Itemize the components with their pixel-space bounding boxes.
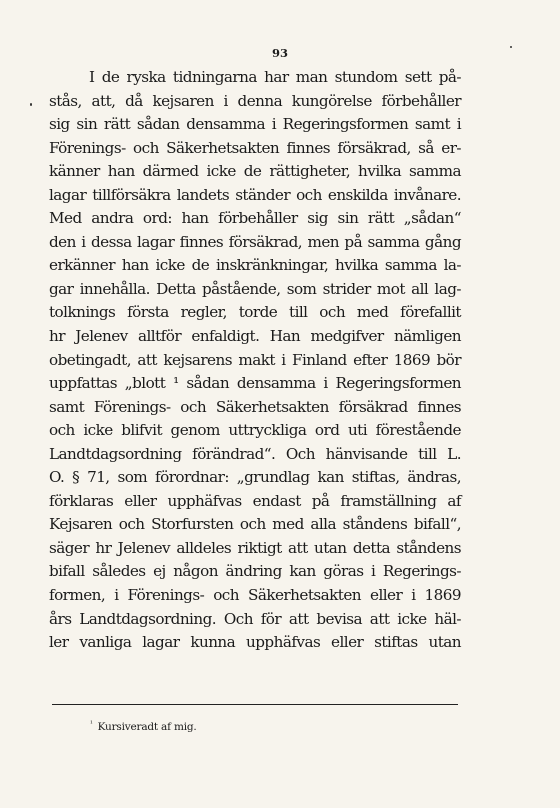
- text-line: Kejsaren och Storfursten och med alla ståndens bifall“,: [49, 515, 461, 534]
- text-line: säger hr Jelenev alldeles riktigt att utan detta ståndens: [49, 538, 461, 557]
- footnote-divider: [52, 704, 458, 705]
- footnote-mark: ¹: [90, 720, 93, 728]
- text-line: lagar tillförsäkra landets ständer och enskilda invånare.: [49, 185, 461, 204]
- text-line: känner han därmed icke de rättigheter, hvilka samma: [49, 162, 461, 181]
- text-line: I de ryska tidningarna har man stundom sett på-: [89, 68, 461, 86]
- text-line: ler vanliga lagar kunna upphäfvas eller stiftas utan: [49, 633, 461, 652]
- footnote-text: Kursiveradt af mig.: [97, 721, 197, 733]
- text-line: formen, i Förenings- och Säkerhetsakten eller i 1869: [49, 586, 461, 605]
- text-line: Med andra ord: han förbehåller sig sin rätt „sådan“: [49, 209, 461, 228]
- ink-speck: [30, 103, 32, 106]
- footnote: [90, 720, 197, 733]
- page-number: 93: [271, 46, 288, 60]
- text-line: bifall således ej någon ändring kan göras i Regerings-: [49, 562, 461, 581]
- text-line: och icke blifvit genom uttryckliga ord uti förestående: [49, 421, 461, 440]
- text-line: Förenings- och Säkerhetsakten finnes försäkrad, så er-: [49, 138, 461, 157]
- text-line: obetingadt, att kejsarens makt i Finland efter 1869 bör: [49, 350, 461, 369]
- text-line: tolknings första regler, torde till och med förefallit: [49, 303, 461, 322]
- text-line: Landtdagsordning förändrad“. Och hänvisande till L.: [49, 444, 461, 463]
- text-line: den i dessa lagar finnes försäkrad, men på samma gång: [49, 232, 461, 251]
- text-line: samt Förenings- och Säkerhetsakten försäkrad finnes: [49, 397, 461, 416]
- text-line: erkänner han icke de inskränkningar, hvilka samma la-: [49, 256, 461, 275]
- text-line: förklaras eller upphäfvas endast på framställning af: [49, 491, 461, 510]
- text-line: sig sin rätt sådan densamma i Regeringsformen samt i: [49, 115, 461, 134]
- text-line: uppfattas „blott ¹ sådan densamma i Regeringsformen: [49, 374, 461, 393]
- text-line: O. § 71, som förordnar: „grundlag kan stiftas, ändras,: [49, 468, 461, 487]
- text-line: stås, att, då kejsaren i denna kungörelse förbehåller: [49, 91, 461, 110]
- text-line: hr Jelenev alltför enfaldigt. Han medgifver nämligen: [49, 327, 461, 346]
- ink-speck: [510, 46, 512, 48]
- body-text: [49, 66, 461, 655]
- text-line: års Landtdagsordning. Och för att bevisa att icke häl-: [49, 609, 461, 628]
- text-line: gar innehålla. Detta påstående, som strider mot all lag-: [49, 279, 461, 298]
